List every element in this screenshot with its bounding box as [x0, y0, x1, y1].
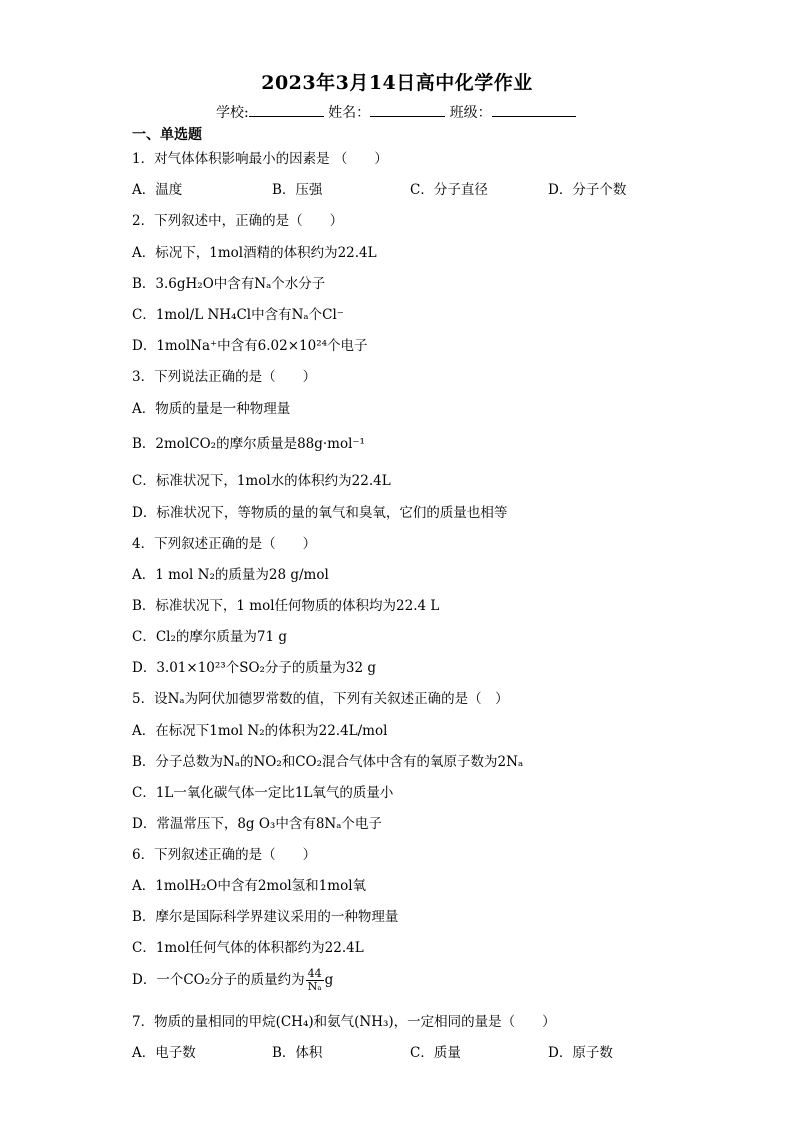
question-stem-1: 1．对气体体积影响最小的因素是 （ ） — [132, 151, 388, 167]
option-7b: B．体积 — [272, 1045, 323, 1061]
option-2c: C．1mol/L NH₄Cl中含有Nₐ个Cl⁻ — [132, 307, 344, 323]
fraction-44-over-na — [306, 968, 324, 993]
option-4d: D．3.01×10²³个SO₂分子的质量为32 g — [132, 660, 377, 676]
option-3a: A．物质的量是一种物理量 — [132, 401, 291, 417]
option-6a: A．1molH₂O中含有2mol氢和1mol氧 — [132, 878, 367, 894]
fraction-numerator: 44 — [307, 967, 322, 980]
option-2b: B．3.6gH₂O中含有Nₐ个水分子 — [132, 276, 326, 292]
name-blank — [370, 104, 445, 117]
option-1a: A．温度 — [132, 182, 183, 198]
option-4c: C．Cl₂的摩尔质量为71 g — [132, 629, 287, 645]
option-3d: D．标准状况下，等物质的量的氧气和臭氧，它们的质量也相等 — [132, 505, 508, 521]
option-1b: B．压强 — [272, 182, 323, 198]
option-5a: A．在标况下1mol N₂的体积为22.4L/mol — [132, 723, 388, 739]
question-stem-3: 3．下列说法正确的是（ ） — [132, 369, 317, 385]
class-label: 班级： — [449, 105, 492, 121]
option-2a: A．标况下，1mol酒精的体积约为22.4L — [132, 245, 377, 261]
option-3c: C．标准状况下，1mol水的体积约为22.4L — [132, 473, 391, 489]
question-stem-2: 2．下列叙述中，正确的是（ ） — [132, 213, 344, 229]
question-stem-7: 7．物质的量相同的甲烷(CH₄)和氨气(NH₃)，一定相同的量是（ ） — [132, 1014, 556, 1030]
option-3b: B．2molCO₂的摩尔质量是88g·mol⁻¹ — [132, 436, 365, 452]
option-4a: A．1 mol N₂的质量为28 g/mol — [132, 567, 329, 583]
school-label: 学校: — [216, 105, 249, 121]
option-6c: C．1mol任何气体的体积都约为22.4L — [132, 940, 364, 956]
student-info-line — [216, 102, 576, 122]
option-6b: B．摩尔是国际科学界建议采用的一种物理量 — [132, 909, 399, 925]
option-6d-line — [132, 968, 333, 993]
document-title: 2023年3月14日高中化学作业 — [261, 72, 533, 94]
option-7d: D．原子数 — [548, 1045, 613, 1061]
option-5b: B．分子总数为Nₐ的NO₂和CO₂混合气体中含有的氧原子数为2Nₐ — [132, 754, 524, 770]
school-blank — [249, 104, 324, 117]
fraction-unit: g — [324, 972, 334, 988]
question-stem-5: 5．设Nₐ为阿伏加德罗常数的值，下列有关叙述正确的是（ ） — [132, 691, 509, 707]
option-7c: C．质量 — [410, 1045, 461, 1061]
section-heading: 一、单选题 — [132, 127, 202, 143]
option-5d: D．常温常压下，8g O₃中含有8Nₐ个电子 — [132, 816, 382, 832]
name-label: 姓名： — [328, 105, 371, 121]
option-1c: C．分子直径 — [410, 182, 488, 198]
option-7a: A．电子数 — [132, 1045, 196, 1061]
option-1d: D．分子个数 — [548, 182, 627, 198]
question-stem-6: 6．下列叙述正确的是（ ） — [132, 847, 317, 863]
question-stem-4: 4．下列叙述正确的是（ ） — [132, 536, 317, 552]
option-2d: D．1molNa⁺中含有6.02×10²⁴个电子 — [132, 338, 368, 354]
class-blank — [492, 104, 576, 117]
option-6d: D．一个CO₂分子的质量约为 — [132, 972, 305, 988]
fraction-denominator: Nₐ — [307, 980, 322, 993]
option-4b: B．标准状况下，1 mol任何物质的体积均为22.4 L — [132, 598, 440, 614]
option-5c: C．1L一氧化碳气体一定比1L氧气的质量小 — [132, 785, 394, 801]
